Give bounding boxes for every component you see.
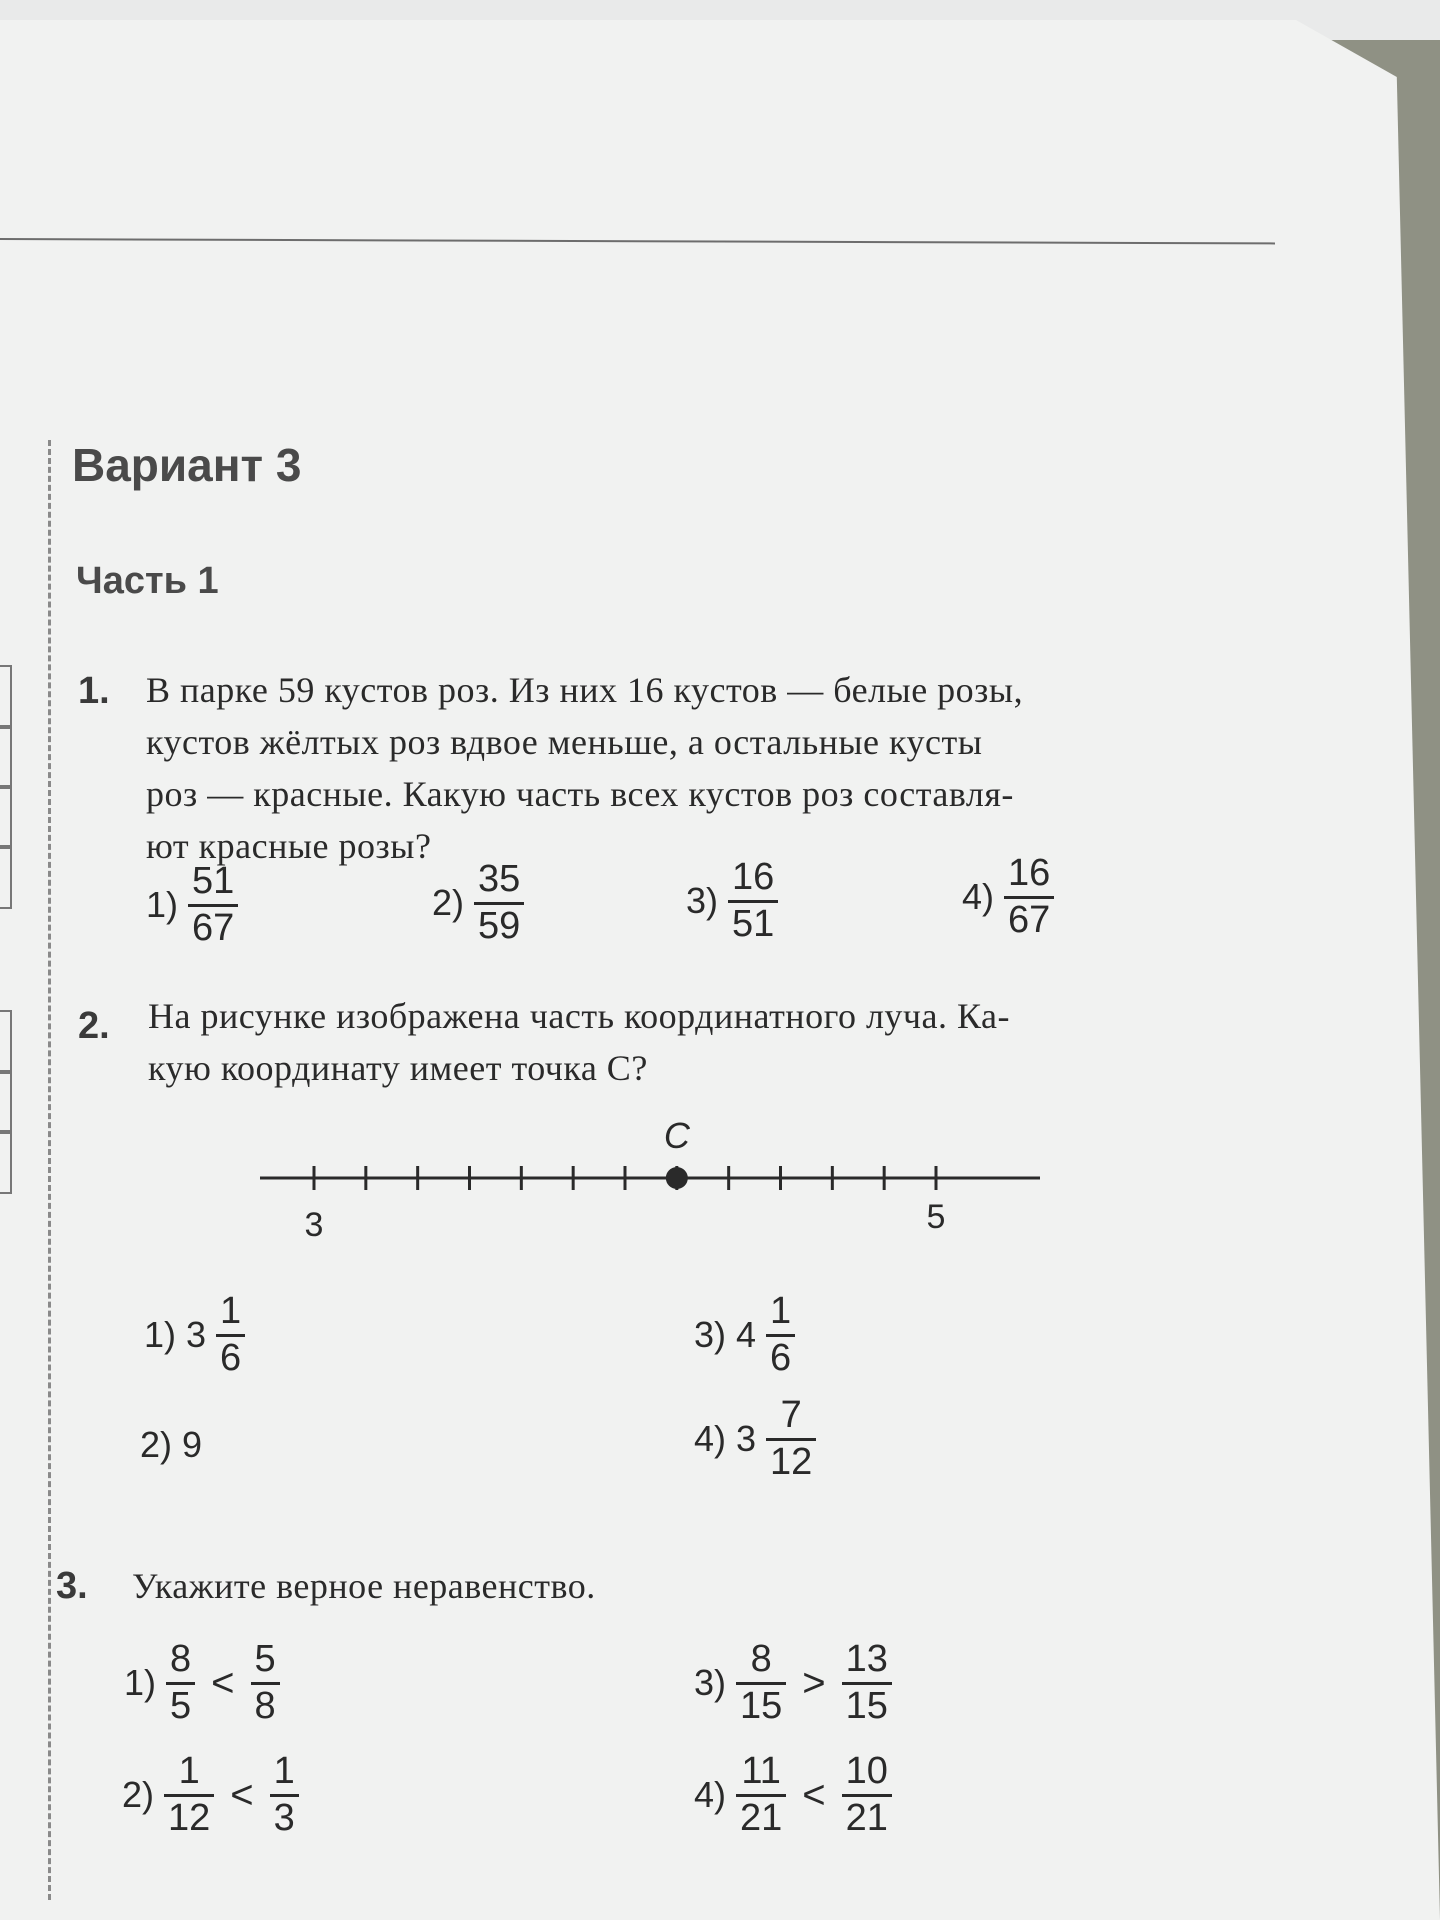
whole-part: 4 (736, 1314, 757, 1356)
option-label: 2) (140, 1424, 173, 1465)
question-1-line: роз — красные. Какую часть всех кустов роз составля- (146, 774, 1014, 814)
option-label: 4) (962, 876, 995, 918)
part-heading: Часть 1 (76, 560, 219, 602)
ray-start-label: 3 (304, 1206, 324, 1244)
option-label: 1) (144, 1314, 177, 1356)
numerator: 8 (750, 1638, 772, 1680)
denominator: 67 (1004, 896, 1054, 941)
numerator: 1 (220, 1290, 242, 1332)
question-2-line: кую координату имеет точка C? (148, 1048, 648, 1088)
fraction (251, 1640, 280, 1727)
margin-box (0, 845, 12, 909)
q1-option-1 (146, 862, 238, 949)
whole-part: 3 (736, 1418, 757, 1460)
denominator: 6 (766, 1334, 795, 1379)
ray-end-label: 5 (926, 1198, 946, 1236)
denominator: 6 (216, 1334, 245, 1379)
comparison-sign: < (211, 1660, 235, 1705)
fraction (216, 1292, 245, 1379)
option-label: 3) (694, 1662, 727, 1704)
numerator: 7 (780, 1394, 802, 1436)
numerator: 16 (1008, 852, 1051, 894)
denominator: 5 (166, 1682, 195, 1727)
numerator: 1 (273, 1750, 295, 1792)
margin-box (0, 1070, 12, 1134)
question-1-line: ют красные розы? (146, 826, 432, 866)
denominator: 51 (728, 900, 778, 945)
comparison-sign: < (802, 1772, 826, 1817)
option-label: 2) (432, 882, 465, 924)
question-2-number: 2. (78, 1005, 110, 1047)
whole-part: 3 (186, 1314, 207, 1356)
denominator: 8 (251, 1682, 280, 1727)
margin-box (0, 665, 12, 729)
fraction (164, 1752, 214, 1839)
numerator: 8 (170, 1638, 192, 1680)
denominator: 3 (270, 1794, 299, 1839)
numerator: 10 (845, 1750, 888, 1792)
q1-option-2 (432, 860, 524, 947)
question-1-line: В парке 59 кустов роз. Из них 16 кустов — белые розы, (146, 670, 1024, 710)
option-label: 1) (124, 1662, 157, 1704)
coordinate-ray (250, 1110, 1050, 1250)
question-3-text: Укажите верное неравенство. (132, 1566, 596, 1606)
worksheet-page (0, 20, 1440, 1920)
denominator: 15 (736, 1682, 786, 1727)
fraction (166, 1640, 195, 1727)
numerator: 51 (192, 860, 235, 902)
numerator: 5 (254, 1638, 276, 1680)
denominator: 15 (842, 1682, 892, 1727)
whole-part: 9 (182, 1424, 203, 1465)
fraction (766, 1292, 795, 1379)
point-c-marker (666, 1167, 688, 1189)
question-2-line: На рисунке изображена часть координатного луча. Ка- (148, 996, 1010, 1036)
denominator: 21 (736, 1794, 786, 1839)
fraction (728, 858, 778, 945)
denominator: 67 (188, 904, 238, 949)
denominator: 12 (164, 1794, 214, 1839)
q3-option-2 (122, 1752, 299, 1839)
q2-option-2 (140, 1424, 202, 1466)
variant-heading: Вариант 3 (72, 439, 302, 491)
q1-option-4 (962, 854, 1054, 941)
numerator: 1 (178, 1750, 200, 1792)
option-label: 4) (694, 1418, 727, 1460)
option-label: 3) (694, 1314, 727, 1356)
question-1-line: кустов жёлтых роз вдвое меньше, а остальные кусты (146, 722, 983, 762)
fraction (1004, 854, 1054, 941)
q3-option-4 (694, 1752, 892, 1839)
comparison-sign: > (802, 1660, 826, 1705)
fraction (270, 1752, 299, 1839)
numerator: 16 (732, 856, 775, 898)
option-label: 3) (686, 880, 719, 922)
denominator: 21 (842, 1794, 892, 1839)
numerator: 1 (770, 1290, 792, 1332)
margin-box (0, 785, 12, 849)
fraction (842, 1640, 892, 1727)
question-2-text (148, 990, 1010, 1094)
option-label: 4) (694, 1774, 727, 1816)
q3-option-1 (124, 1640, 280, 1727)
q3-option-3 (694, 1640, 892, 1727)
denominator: 12 (766, 1438, 816, 1483)
dashed-cut-line (48, 440, 51, 1900)
margin-box (0, 1010, 12, 1074)
option-label: 1) (146, 884, 179, 926)
q1-option-3 (686, 858, 778, 945)
option-label: 2) (122, 1774, 155, 1816)
question-1-text (146, 664, 1023, 872)
margin-box (0, 725, 12, 789)
comparison-sign: < (230, 1772, 254, 1817)
denominator: 59 (474, 902, 524, 947)
q2-option-1 (144, 1292, 245, 1379)
numerator: 35 (478, 858, 521, 900)
point-c-label: C (663, 1115, 690, 1156)
numerator: 13 (845, 1638, 888, 1680)
margin-box (0, 1130, 12, 1194)
fraction (842, 1752, 892, 1839)
question-3-number: 3. (56, 1565, 88, 1607)
q2-option-4 (694, 1396, 816, 1483)
q2-option-3 (694, 1292, 795, 1379)
numerator: 11 (741, 1750, 781, 1792)
fraction (766, 1396, 816, 1483)
question-1-number: 1. (78, 670, 110, 712)
fraction (474, 860, 524, 947)
fraction (736, 1752, 786, 1839)
fraction (736, 1640, 786, 1727)
fraction (188, 862, 238, 949)
